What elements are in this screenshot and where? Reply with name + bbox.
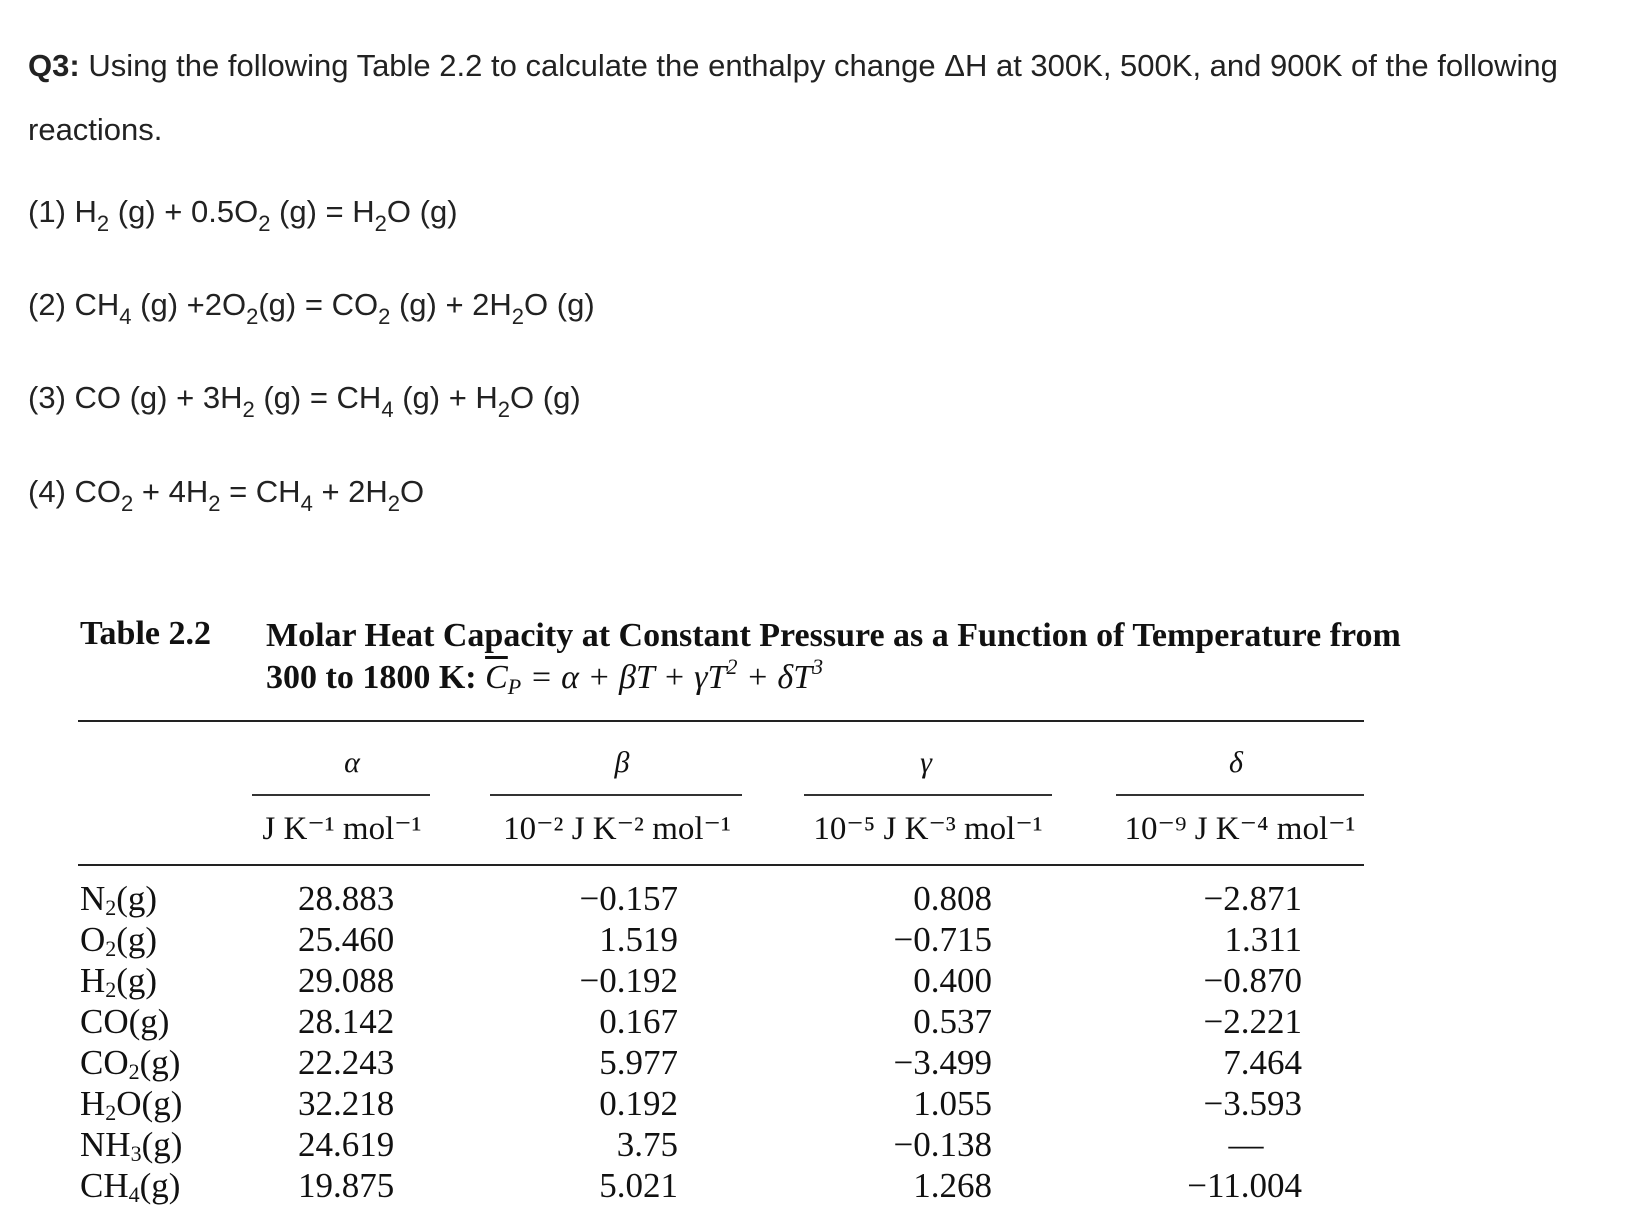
beta-cell: 0.192 (599, 1084, 678, 1123)
delta-header: δ (1229, 746, 1243, 779)
alpha-cell: 22.243 (298, 1043, 395, 1082)
delta-cell: −11.004 (1187, 1166, 1302, 1205)
species-cell: $CO_2(g)$ (80, 1043, 181, 1084)
gamma-cell: 0.400 (913, 961, 992, 1000)
table-title (266, 615, 1401, 699)
species-cell: $NH_3(g)$ (80, 1125, 183, 1166)
alpha-header: α (344, 746, 360, 779)
table-top-rule (78, 720, 1364, 722)
question-text (28, 34, 1608, 162)
beta-subrule (490, 794, 742, 796)
reaction-3: (3) CO $(g) + 3H_2$ $(g) = CH_4$ $(g) + H_2O$ (g) (28, 380, 581, 422)
alpha-cell: 28.142 (298, 1002, 395, 1041)
delta-cell: 7.464 (1223, 1043, 1302, 1082)
beta-cell: 5.977 (599, 1043, 678, 1082)
delta-cell: −3.593 (1203, 1084, 1302, 1123)
table-label: Table 2.2 (80, 615, 212, 652)
delta-cell: −2.221 (1203, 1002, 1302, 1041)
table-title-line1: Molar Heat Capacity at Constant Pressure as a Function of Temperature from (266, 617, 1401, 654)
species-column (80, 878, 182, 1206)
gamma-cell: −0.138 (893, 1125, 992, 1164)
alpha-unit: J K⁻¹ mol⁻¹ (262, 811, 422, 847)
species-cell: CO(g) (80, 1002, 170, 1041)
beta-cell: 3.75 (616, 1125, 678, 1164)
delta-column (1160, 878, 1302, 1206)
gamma-cell: 0.537 (913, 1002, 992, 1041)
gamma-column (860, 878, 992, 1206)
beta-cell: −0.157 (579, 879, 678, 918)
delta-cell: 1.311 (1224, 920, 1302, 959)
beta-column (560, 878, 678, 1206)
alpha-subrule (252, 794, 430, 796)
beta-cell: 0.167 (599, 1002, 678, 1041)
reaction-1: (1) $H_2$ $(g) + 0.5O_2$ $(g) = H_2O$ (g) (28, 194, 458, 236)
alpha-cell: 19.875 (298, 1166, 395, 1205)
gamma-cell: 1.055 (913, 1084, 992, 1123)
table-header-rule (78, 864, 1364, 866)
species-cell: $H_2O(g)$ (80, 1084, 183, 1125)
alpha-cell: 29.088 (298, 961, 395, 1000)
gamma-cell: −0.715 (893, 920, 992, 959)
gamma-cell: −3.499 (893, 1043, 992, 1082)
delta-unit: 10⁻⁹ J K⁻⁴ mol⁻¹ (1124, 811, 1356, 847)
table-title-line2: 300 to 1800 K: $\overline{C}_P = \alpha + \beta T + \gamma T^2 + \delta T^3$ (266, 654, 824, 699)
species-cell: $CH_4(g)$ (80, 1166, 181, 1207)
question-body: Using the following Table 2.2 to calculate the enthalpy change ΔH at 300K, 500K, and 900K of the following reactions. (28, 48, 1558, 147)
gamma-subrule (804, 794, 1052, 796)
gamma-cell: 0.808 (913, 879, 992, 918)
beta-cell: −0.192 (579, 961, 678, 1000)
reaction-4: (4) $CO_2 + 4H_2 = CH_4 + 2H_2O$ (28, 474, 425, 516)
species-cell: $H_2(g)$ (80, 961, 158, 1002)
gamma-unit: 10⁻⁵ J K⁻³ mol⁻¹ (813, 811, 1043, 847)
gamma-cell: 1.268 (913, 1166, 992, 1205)
reaction-2: (2) $CH_4$ $(g) +2O_2(g) = CO_2$ $(g) + 2H_2O$ (g) (28, 287, 595, 329)
beta-unit: 10⁻² J K⁻² mol⁻¹ (503, 811, 731, 847)
alpha-column (298, 878, 394, 1206)
delta-cell: — (1228, 1125, 1264, 1164)
gamma-header: γ (920, 746, 932, 779)
alpha-cell: 24.619 (298, 1125, 395, 1164)
question-label: Q3: (28, 48, 80, 83)
delta-subrule (1116, 794, 1364, 796)
species-cell: $N_2(g)$ (80, 879, 158, 920)
alpha-cell: 32.218 (298, 1084, 395, 1123)
delta-cell: −0.870 (1203, 961, 1302, 1000)
delta-cell: −2.871 (1203, 879, 1302, 918)
beta-cell: 1.519 (599, 920, 678, 959)
beta-cell: 5.021 (599, 1166, 678, 1205)
alpha-cell: 25.460 (298, 920, 395, 959)
beta-header: β (614, 746, 630, 779)
species-cell: $O_2(g)$ (80, 920, 158, 961)
alpha-cell: 28.883 (298, 879, 395, 918)
